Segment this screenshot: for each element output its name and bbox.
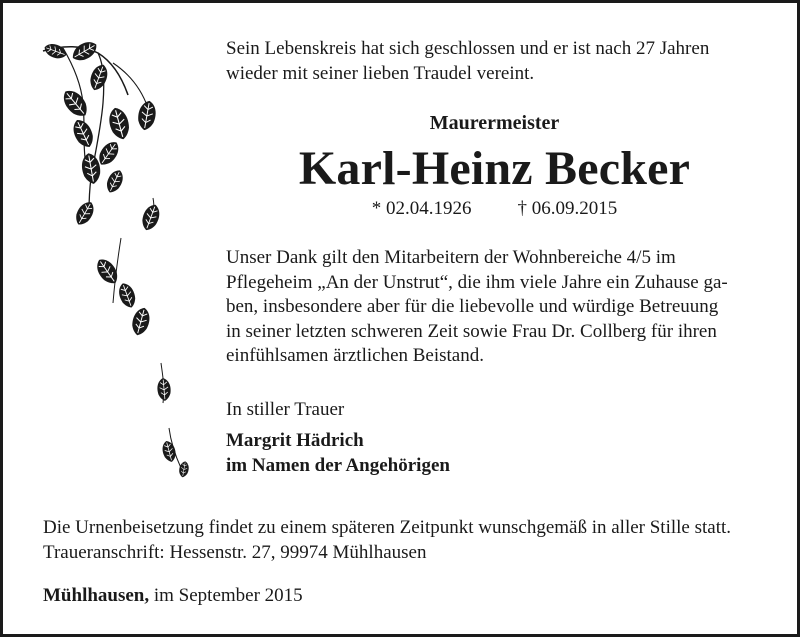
place-date (43, 583, 763, 608)
thanks-paragraph (226, 246, 763, 369)
burial-text: Die Urnenbeisetzung findet zu einem späteren Zeitpunkt wunschgemäß in aller Stille statt. (43, 517, 732, 538)
mourning-address: Traueranschrift: Hessenstr. 27, 99974 Mühlhausen (43, 542, 427, 563)
mourner-name: Margrit Hädrich (226, 430, 364, 451)
birth-date: * 02.04.1926 (371, 198, 472, 219)
mourning-intro: In stiller Trauer (226, 399, 345, 420)
date: im September 2015 (153, 585, 303, 606)
mourners-block (226, 429, 763, 478)
deceased-name: Karl-Heinz Becker (298, 142, 691, 195)
thanks-line: ben, insbesondere aber für die liebevolle und würdige Betreuung (226, 296, 719, 317)
intro-line-1: Sein Lebenskreis hat sich geschlossen und er ist nach 27 Jahren (226, 38, 710, 59)
place: Mühlhausen, (43, 585, 150, 606)
intro-line-2: wieder mit seiner lieben Traudel vereint. (226, 62, 535, 84)
birch-leaves-icon (3, 3, 203, 483)
death-date: † 06.09.2015 (517, 198, 618, 219)
deceased-profession: Maurermeister (429, 112, 560, 134)
life-dates (226, 197, 763, 221)
thanks-line: Unser Dank gilt den Mitarbeitern der Wohnbereiche 4/5 im (226, 247, 676, 268)
mourner-relatives: im Namen der Angehörigen (226, 454, 450, 476)
thanks-line: einfühlsamen ärztlichen Beistand. (226, 345, 484, 366)
intro-text (226, 37, 763, 86)
thanks-line: Pflegeheim „An der Unstrut“, die ihm viele Jahre ein Zuhause ga- (226, 271, 728, 293)
thanks-line: in seiner letzten schweren Zeit sowie Frau Dr. Collberg für ihren (226, 320, 717, 342)
burial-info (43, 515, 763, 565)
